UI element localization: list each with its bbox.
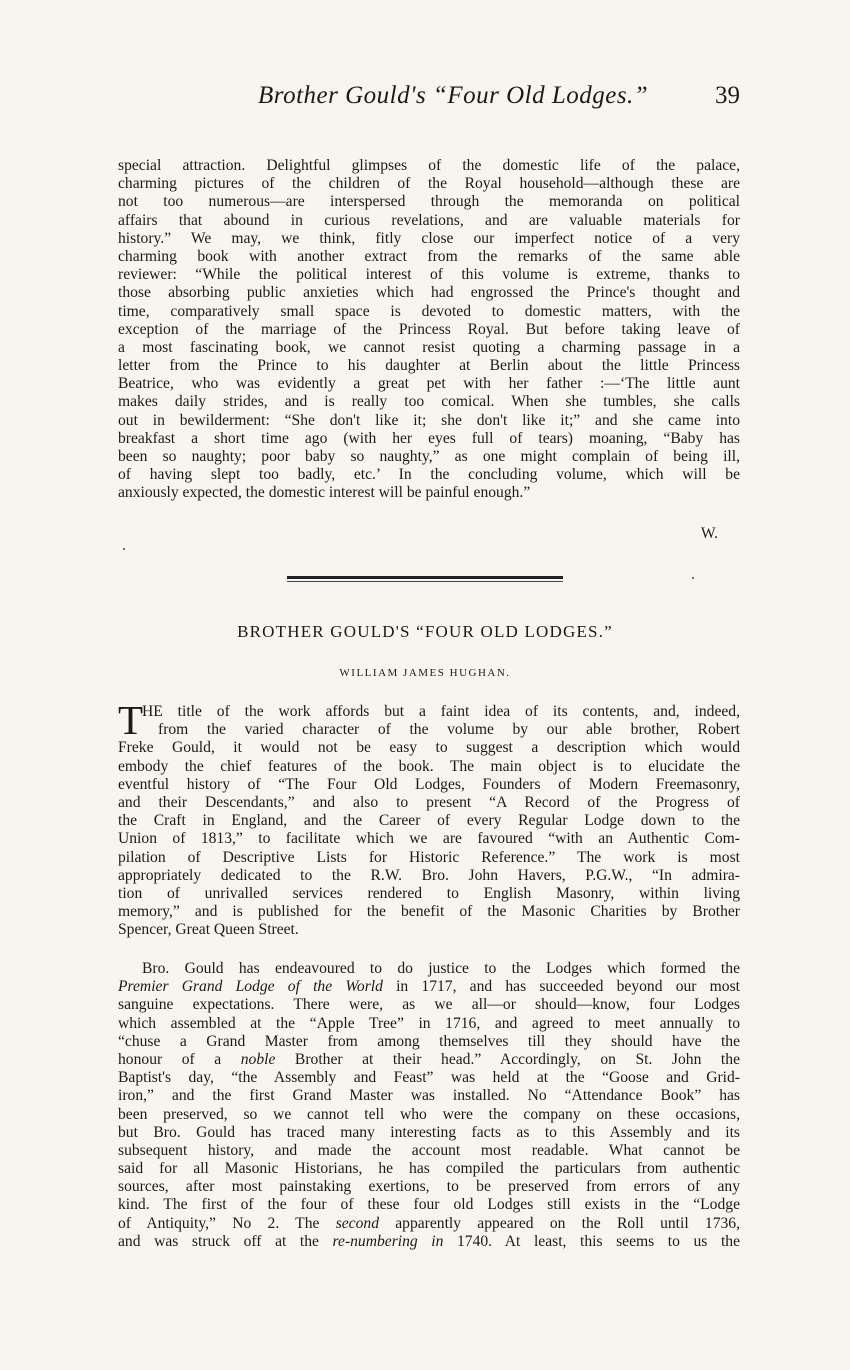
- text-span: honour of a: [118, 1050, 241, 1068]
- text-line: not too numerous—are interspersed through the memoranda on political: [118, 193, 740, 211]
- italic-text: re-numbering in: [332, 1232, 444, 1250]
- text-line: but Bro. Gould has traced many interesting facts as to this Assembly and its: [118, 1123, 740, 1141]
- text-line: been so naughty; poor baby so naughty,” as one might complain of being ill,: [118, 448, 740, 465]
- text-line: affairs that abound in curious revelations, and are valuable materials for: [118, 211, 740, 229]
- print-speck: [692, 577, 694, 579]
- text-line: letter from the Prince to his daughter at Berlin about the little Princess: [118, 357, 740, 375]
- text-line: and their Descendants,” and also to present “A Record of the Progress of: [118, 793, 740, 811]
- text-line: charming pictures of the children of the Royal household—although these are: [118, 175, 740, 193]
- text-line: special attraction. Delightful glimpses of the domestic life of the palace,: [118, 157, 740, 174]
- text-span: in 1717, and has succeeded beyond our most: [382, 978, 741, 996]
- text-span: and was struck off at the: [118, 1232, 333, 1250]
- text-line: Freke Gould, it would not be easy to suggest a description which would: [118, 739, 740, 757]
- text-line: Union of 1813,” to facilitate which we are favoured “with an Authentic Com-: [118, 830, 740, 848]
- text-line: sources, after most painstaking exertions, to be preserved from errors of any: [118, 1178, 740, 1196]
- text-line: charming book with another extract from the remarks of the same able: [118, 247, 740, 265]
- text-line: iron,” and the first Grand Master was installed. No “Attendance Book” has: [118, 1087, 740, 1105]
- text-line: said for all Masonic Historians, he has compiled the particulars from authentic: [118, 1160, 740, 1178]
- text-line: Beatrice, who was evidently a great pet with her father :—‘The little aunt: [118, 375, 740, 393]
- text-line: time, comparatively small space is devoted to domestic matters, with the: [118, 302, 740, 320]
- text-line: those absorbing public anxieties which had engrossed the Prince's thought and: [118, 284, 740, 302]
- text-line: kind. The first of the four of these four old Lodges still exists in the “Lodge: [118, 1196, 740, 1214]
- italic-text: noble: [240, 1050, 276, 1068]
- article-author: WILLIAM JAMES HUGHAN.: [339, 667, 511, 679]
- text-line: out in bewilderment: “She don't like it; she don't like it;” and she came into: [118, 411, 740, 429]
- print-speck: [123, 548, 125, 550]
- text-line: eventful history of “The Four Old Lodges, Founders of Modern Freemasonry,: [118, 775, 740, 793]
- drop-cap: T: [118, 697, 144, 743]
- text-line: the Craft in England, and the Career of every Regular Lodge down to the: [118, 812, 740, 830]
- text-line: HE title of the work affords but a faint idea of its contents, and, indeed,: [142, 703, 740, 720]
- text-line: tion of unrivalled services rendered to English Masonry, within living: [118, 884, 740, 902]
- text-line: from the varied character of the volume by our able brother, Robert: [158, 721, 740, 739]
- text-line: [118, 1215, 740, 1233]
- text-line: [118, 1051, 740, 1069]
- text-line: sanguine expectations. There were, as we all—or should—know, four Lodges: [118, 996, 740, 1014]
- article-title: BROTHER GOULD'S “FOUR OLD LODGES.”: [237, 622, 613, 641]
- text-line: pilation of Descriptive Lists for Historic Reference.” The work is most: [118, 848, 740, 866]
- text-line: history.” We may, we think, fitly close our imperfect notice of a very: [118, 229, 740, 247]
- text-line: memory,” and is published for the benefit of the Masonic Charities by Brother: [118, 903, 740, 921]
- section-rule-thick: [287, 576, 563, 579]
- text-line: [118, 1233, 740, 1251]
- text-line: Spencer, Great Queen Street.: [118, 921, 299, 939]
- text-line: “chuse a Grand Master from among themselves till they should have the: [118, 1032, 740, 1050]
- running-head: [118, 82, 740, 122]
- text-span: of Antiquity,” No 2. The: [118, 1214, 336, 1232]
- running-title: Brother Gould's “Four Old Lodges.”: [258, 82, 649, 109]
- article-paragraph-1: [118, 697, 740, 939]
- text-line: been preserved, so we cannot tell who were the company on these occasions,: [118, 1105, 740, 1123]
- section-rule-thin: [287, 581, 563, 582]
- text-line: exception of the marriage of the Princess Royal. But before taking leave of: [118, 320, 740, 338]
- text-line: Baptist's day, “the Assembly and Feast” was held at the “Goose and Grid-: [118, 1069, 740, 1087]
- text-line: embody the chief features of the book. The main object is to elucidate the: [118, 757, 740, 775]
- text-line: appropriately dedicated to the R.W. Bro. John Havers, P.G.W., “In admira-: [118, 866, 740, 884]
- text-span: apparently appeared on the Roll until 1736,: [379, 1214, 741, 1232]
- text-line: of having slept too badly, etc.’ In the concluding volume, which will be: [118, 466, 740, 484]
- text-span: 1740. At least, this seems to us the: [443, 1232, 740, 1250]
- text-span: Brother at their head.” Accordingly, on St. John the: [275, 1050, 740, 1068]
- review-signature: W.: [700, 525, 718, 542]
- review-continuation: [118, 157, 740, 503]
- page-number: 39: [715, 82, 740, 109]
- text-line: makes daily strides, and is really too comical. When she tumbles, she calls: [118, 393, 740, 411]
- text-line: [118, 978, 740, 996]
- italic-text: second: [335, 1214, 379, 1232]
- text-line: subsequent history, and made the account most readable. What cannot be: [118, 1141, 740, 1159]
- text-line: Bro. Gould has endeavoured to do justice to the Lodges which formed the: [142, 960, 740, 977]
- text-line: a most fascinating book, we cannot resist quoting a charming passage in a: [118, 338, 740, 356]
- text-line: which assembled at the “Apple Tree” in 1716, and agreed to meet annually to: [118, 1014, 740, 1032]
- text-line: breakfast a short time ago (with her eyes full of tears) moaning, “Baby has: [118, 429, 740, 447]
- text-line: reviewer: “While the political interest of this volume is extreme, thanks to: [118, 266, 740, 284]
- article-paragraph-2: [118, 960, 740, 1251]
- text-line: anxiously expected, the domestic interest will be painful enough.”: [118, 484, 531, 502]
- italic-text: Premier Grand Lodge of the World: [118, 978, 383, 996]
